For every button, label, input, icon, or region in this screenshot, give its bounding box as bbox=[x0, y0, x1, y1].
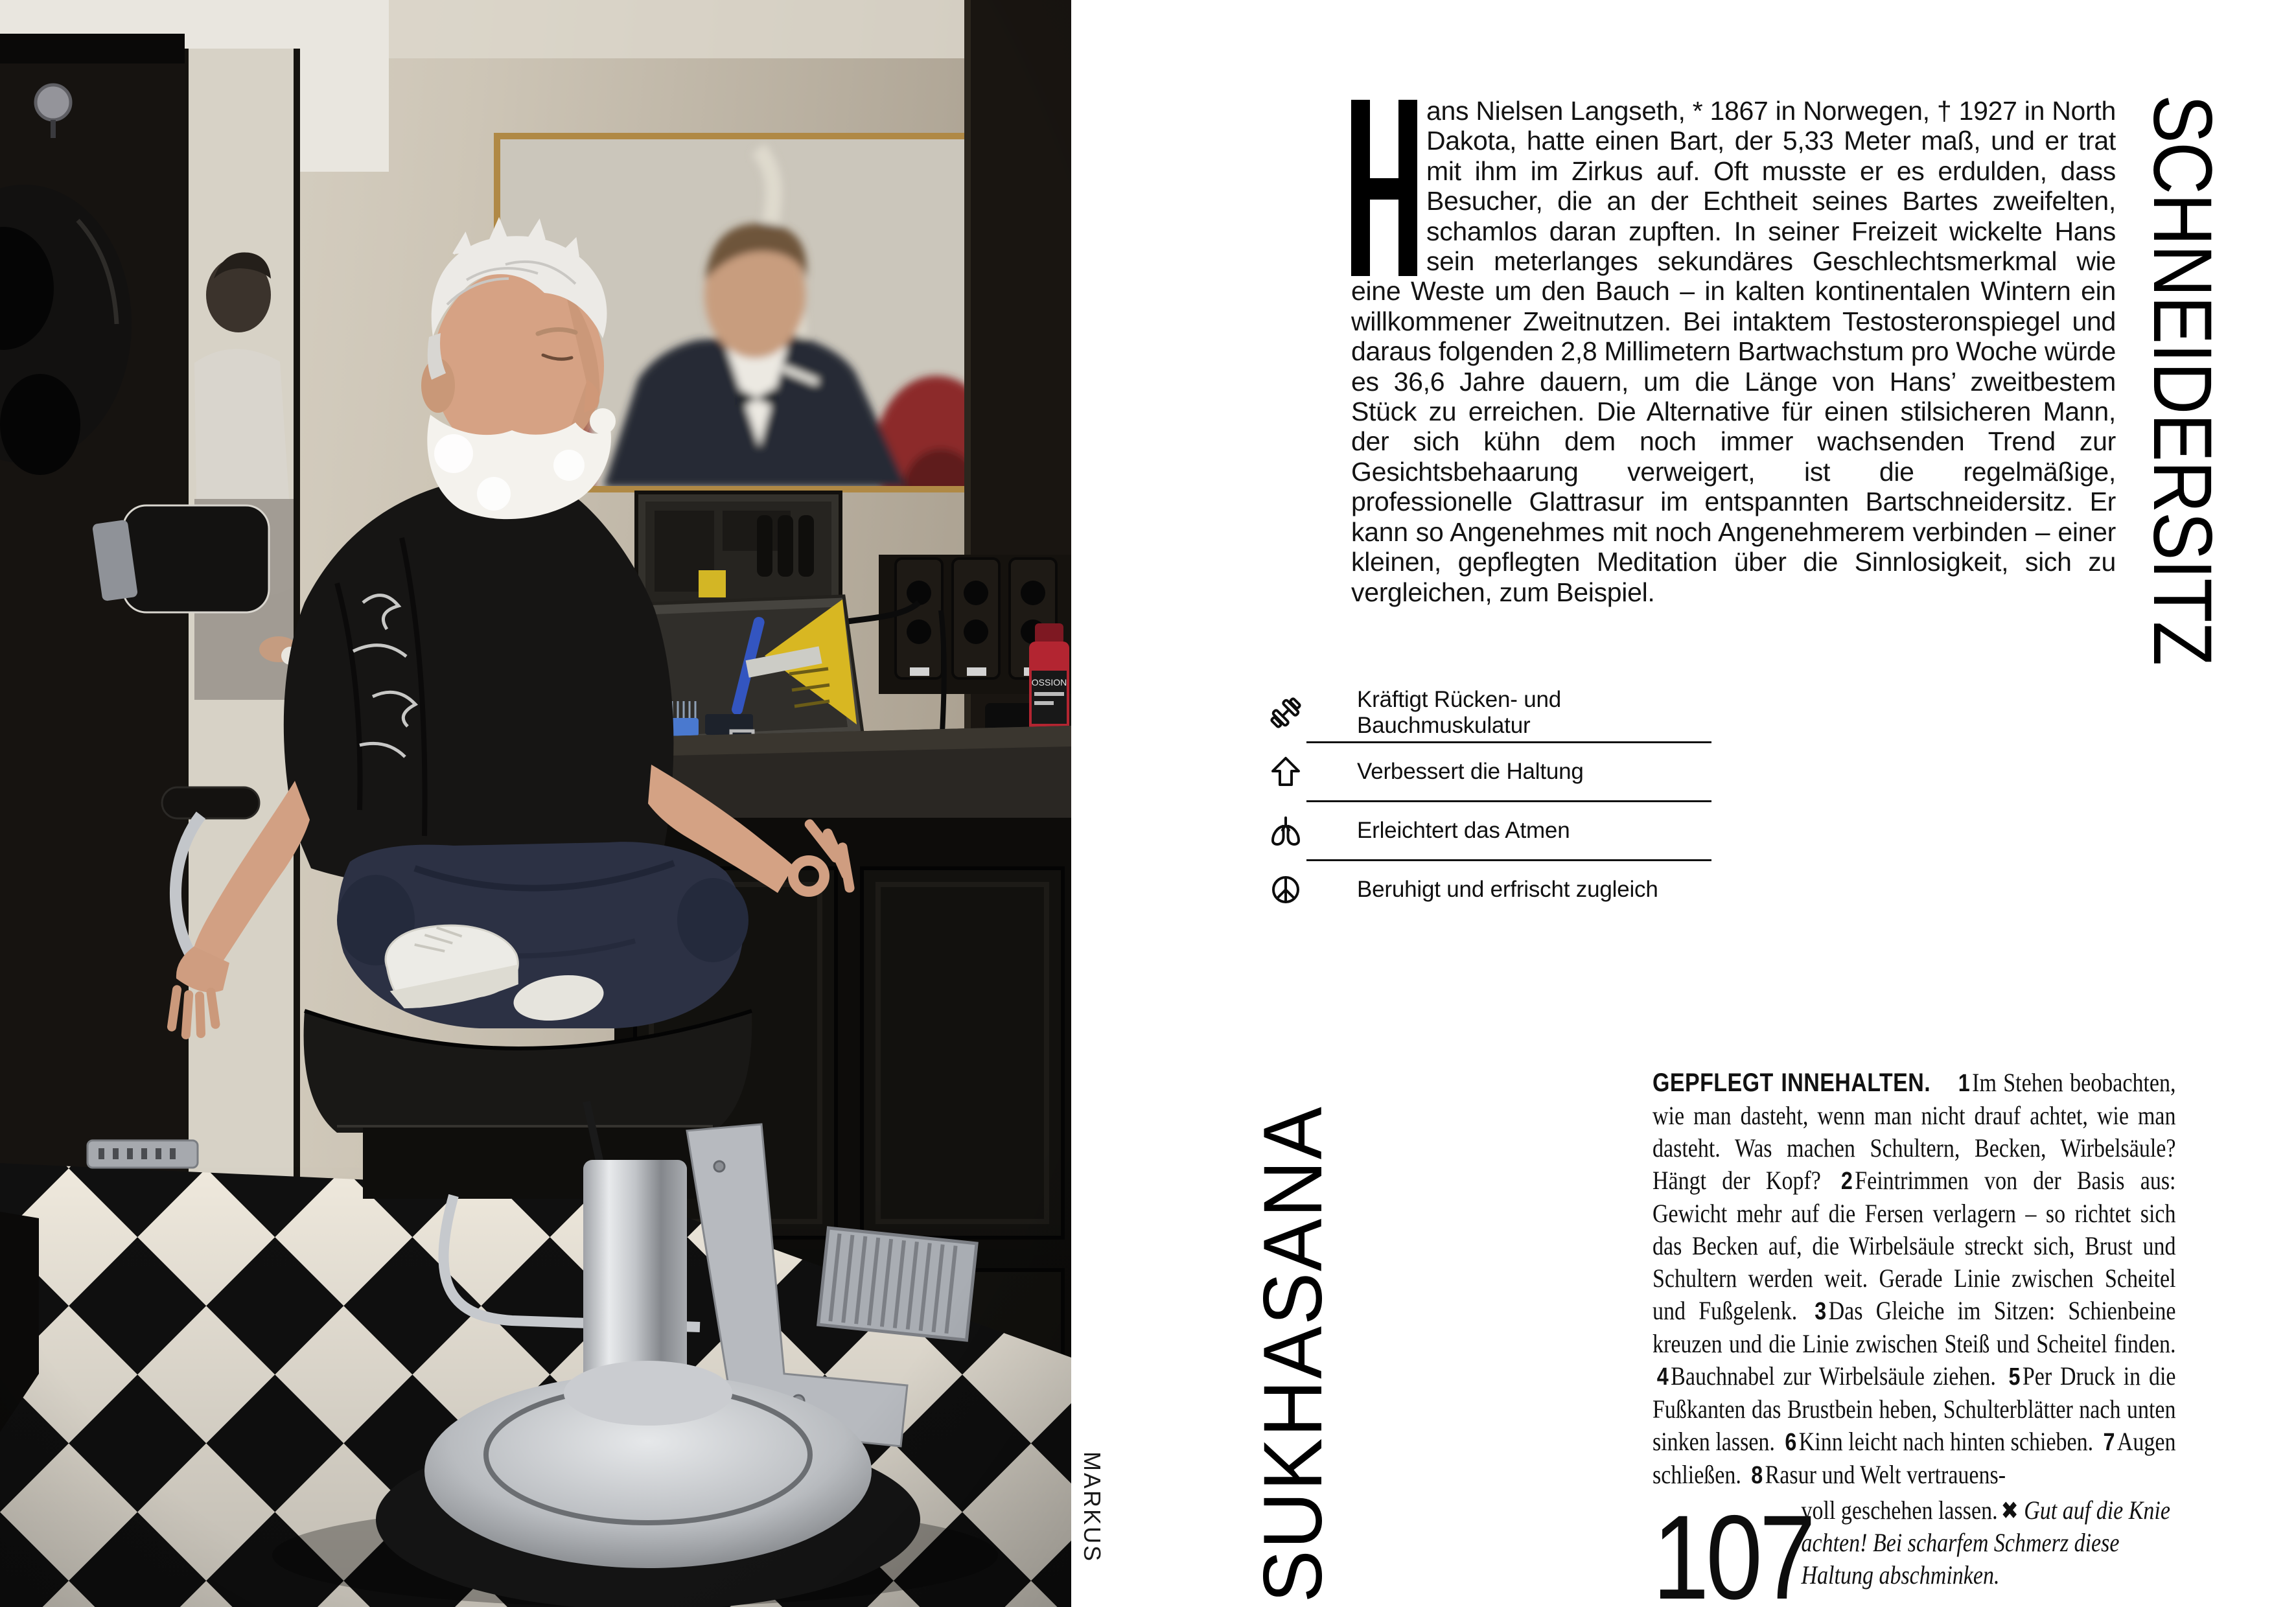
posture-arrow-icon bbox=[1268, 754, 1304, 790]
photo-credit: MARKUS bbox=[1079, 1451, 1106, 1564]
step-text: Kinn leicht nach hinten schieben. bbox=[1798, 1427, 2094, 1456]
benefit-label: Kräftigt Rücken- und Bauchmuskulatur bbox=[1357, 687, 1562, 738]
step-number: 5 bbox=[2008, 1363, 2021, 1391]
benefit-label: Erleichtert das Atmen bbox=[1357, 818, 1570, 843]
step-number: 3 bbox=[1815, 1298, 1827, 1325]
benefit-label: Verbessert die Haltung bbox=[1357, 759, 1584, 784]
pose-title-vertical: SUKHASANA bbox=[1247, 1105, 1339, 1603]
page-number: 107 bbox=[1652, 1491, 1813, 1607]
continuation-text: voll geschehen lassen. bbox=[1801, 1496, 1998, 1525]
lungs-icon bbox=[1268, 813, 1304, 849]
step-number: 4 bbox=[1656, 1363, 1669, 1391]
benefit-row bbox=[1268, 802, 1734, 859]
caution-text: Gut auf die Knie achten! Bei scharfem Schmerz diese Haltung abschminken. bbox=[1801, 1496, 2170, 1590]
step-number: 2 bbox=[1840, 1168, 1853, 1195]
benefit-row bbox=[1268, 861, 1734, 918]
article-text: ans Nielsen Langseth, * 1867 in Norwegen, † 1927 in North Dakota, hatte einen Bart, der 5,33 Meter maß, und er trat mit ihm im Zirkus auf. Oft musste er es erdulden, dass Besucher, die an der Echtheit seines Bartes zweifelten, schamlos daran zupften. In seiner Freizeit wickelte Hans sein meterlanges sekundäres Geschlechtsmerkmal wie eine Weste um den Bauch – in kalten kontinentalen Wintern ein willkommener Zweitnutzen. Bei intaktem Testosteronspiegel und daraus folgenden 2,8 Millimetern Bartwachstum pro Woche würde es 36,6 Jahre dauern, um die Länge von Hans’ zweitbestem Stück zu erreichen. Die Alternative für einen stilsicheren Mann, der sich kühn dem noch immer wachsenden Trend zur Gesichtsbehaarung verweigert, ist die regelmäßige, professionelle Glattrasur im entspannten Bartschneidersitz. Er kann so Angenehmes mit noch Angenehmerem verbinden – einer kleinen, gepflegten Meditation über die Sinnlosigkeit, sich zu vergleichen, zum Beispiel. bbox=[1351, 96, 2116, 607]
article-body bbox=[1351, 96, 2116, 607]
howto-bottom bbox=[1652, 1491, 2176, 1607]
step-text: Per Druck in die Fußkanten das Brustbein heben, Schulterblätter nach unten sinken lassen. bbox=[1652, 1361, 2176, 1456]
drop-cap bbox=[1351, 100, 1417, 268]
step-text: Augen schließen. bbox=[1652, 1427, 2176, 1489]
step-number: 8 bbox=[1751, 1462, 1763, 1489]
chapter-title-vertical: SCHNEIDERSITZ bbox=[2136, 95, 2229, 665]
step-text: Rasur und Welt vertrauens- bbox=[1765, 1460, 2006, 1489]
benefit-row bbox=[1268, 743, 1734, 800]
benefit-row bbox=[1268, 684, 1734, 741]
step-number: 7 bbox=[2103, 1429, 2115, 1456]
howto-paragraph bbox=[1652, 1067, 2176, 1492]
benefit-label: Beruhigt und erfrischt zugleich bbox=[1357, 877, 1658, 902]
step-text: Feintrimmen von der Basis aus: Gewicht mehr auf die Fersen verlagern – so richtet sich das Becken auf, die Wirbelsäule streckt sich, Brust und Schultern werden weit. Gerade Linie zwischen Scheitel und Fußgelenk. bbox=[1652, 1166, 2176, 1325]
step-text: Im Stehen beobachten, wie man dasteht, wenn man nicht drauf achtet, wie man dasteht. Was machen Schultern, Becken, Wirbelsäule? Hängt der Kopf? bbox=[1652, 1068, 2176, 1195]
step-text: Das Gleiche im Sitzen: Schienbeine kreuzen und die Linie zwischen Steiß und Scheitel finden. bbox=[1652, 1296, 2176, 1358]
barbershop-scene bbox=[0, 0, 1071, 1607]
howto-heading: GEPFLEGT INNEHALTEN. bbox=[1652, 1069, 1931, 1097]
x-mark-icon: ✖ bbox=[2000, 1496, 2019, 1525]
barbershop-photo bbox=[0, 0, 1071, 1607]
step-number: 6 bbox=[1785, 1429, 1797, 1456]
step-text: Bauchnabel zur Wirbelsäule ziehen. bbox=[1671, 1361, 1996, 1391]
benefits-list bbox=[1268, 684, 1734, 918]
dumbbell-icon bbox=[1268, 695, 1304, 731]
step-number: 1 bbox=[1958, 1070, 1970, 1097]
howto-continuation bbox=[1802, 1494, 2176, 1607]
peace-icon bbox=[1268, 872, 1304, 908]
howto-block bbox=[1652, 1067, 2176, 1607]
